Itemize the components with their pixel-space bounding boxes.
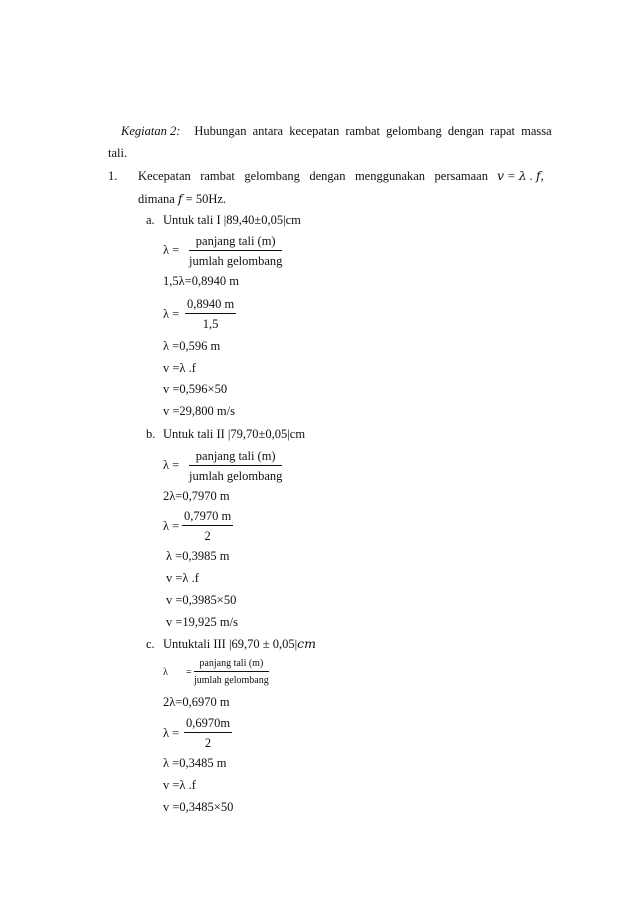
item1-sentence: [138, 168, 488, 184]
b-label: b.: [146, 427, 156, 441]
b-v-result: v =19,925 m/s: [166, 615, 238, 629]
b-eq-lhs: λ =: [163, 458, 180, 472]
c-v-formula: v =λ .f: [163, 778, 196, 792]
b-fraction2-numerator: 0,7970 m: [182, 508, 233, 526]
item1-word: rambat: [200, 169, 235, 183]
item1-word: Kecepatan: [138, 169, 191, 183]
a-v-calc: v =0,596×50: [163, 382, 228, 396]
c-fraction-numerator: panjang tali (m): [194, 657, 269, 672]
intro-line: [121, 123, 552, 139]
a-fraction2-numerator: 0,8940 m: [185, 296, 236, 314]
a-fraction2: [185, 296, 236, 332]
c-step1: 2λ=0,6970 m: [163, 695, 230, 709]
b-title: Untuk tali II |79,70±0,05|cm: [163, 427, 306, 441]
c-fraction-denominator: jumlah gelombang: [194, 675, 269, 686]
b-fraction2: [182, 508, 233, 544]
a-fraction-numerator: panjang tali (m): [189, 233, 282, 251]
a-v-formula: v =λ .f: [163, 361, 196, 375]
b-v-calc: v =0,3985×50: [166, 593, 237, 607]
item1-frequency: dimana 𝑓 = 50Hz.: [138, 192, 227, 206]
b-step1: 2λ=0,7970 m: [163, 489, 230, 503]
a-label: a.: [146, 213, 155, 227]
c-eq2-lhs: λ =: [163, 726, 180, 740]
item1-formula: 𝑣 = 𝜆 . 𝑓,: [497, 169, 544, 183]
a-step1: 1,5λ=0,8940 m: [163, 274, 239, 288]
activity-title: Hubungan antara kecepatan rambat gelombang dengan rapat massa: [194, 124, 552, 138]
c-eq-lhs: λ: [163, 667, 168, 678]
item1-number: 1.: [108, 169, 118, 183]
a-title: Untuk tali I |89,40±0,05|cm: [163, 213, 301, 227]
b-fraction-denominator: jumlah gelombang: [189, 469, 283, 483]
c-eq-sign: =: [186, 667, 192, 678]
b-v-formula: v =λ .f: [166, 571, 199, 585]
a-fraction: [189, 233, 282, 269]
b-fraction-numerator: panjang tali (m): [189, 448, 282, 466]
item1-word: gelombang: [244, 169, 300, 183]
item1-word: persamaan: [434, 169, 488, 183]
c-fraction: [194, 657, 269, 687]
item1-word: dengan: [309, 169, 346, 183]
c-fraction2-denominator: 2: [204, 736, 212, 750]
a-v-result: v =29,800 m/s: [163, 404, 235, 418]
a-lambda-result: λ =0,596 m: [163, 339, 221, 353]
a-eq2-lhs: λ =: [163, 307, 180, 321]
c-v-calc: v =0,3485×50: [163, 800, 234, 814]
activity-label: Kegiatan 2:: [121, 124, 181, 138]
a-fraction2-denominator: 1,5: [202, 317, 219, 331]
c-label: c.: [146, 637, 155, 651]
b-eq2-lhs: λ =: [163, 519, 180, 533]
c-lambda-result: λ =0,3485 m: [163, 756, 227, 770]
b-lambda-result: λ =0,3985 m: [166, 549, 230, 563]
a-fraction-denominator: jumlah gelombang: [189, 254, 283, 268]
a-eq-lhs: λ =: [163, 243, 180, 257]
b-fraction: [189, 448, 282, 484]
activity-title-cont: tali.: [108, 146, 128, 160]
c-fraction2: [184, 715, 232, 751]
c-title: Untuktali III |69,70 ± 0,05|𝑐𝑚: [163, 637, 316, 651]
item1-word: menggunakan: [354, 169, 426, 183]
b-fraction2-denominator: 2: [204, 529, 211, 543]
c-fraction2-numerator: 0,6970m: [184, 715, 232, 733]
